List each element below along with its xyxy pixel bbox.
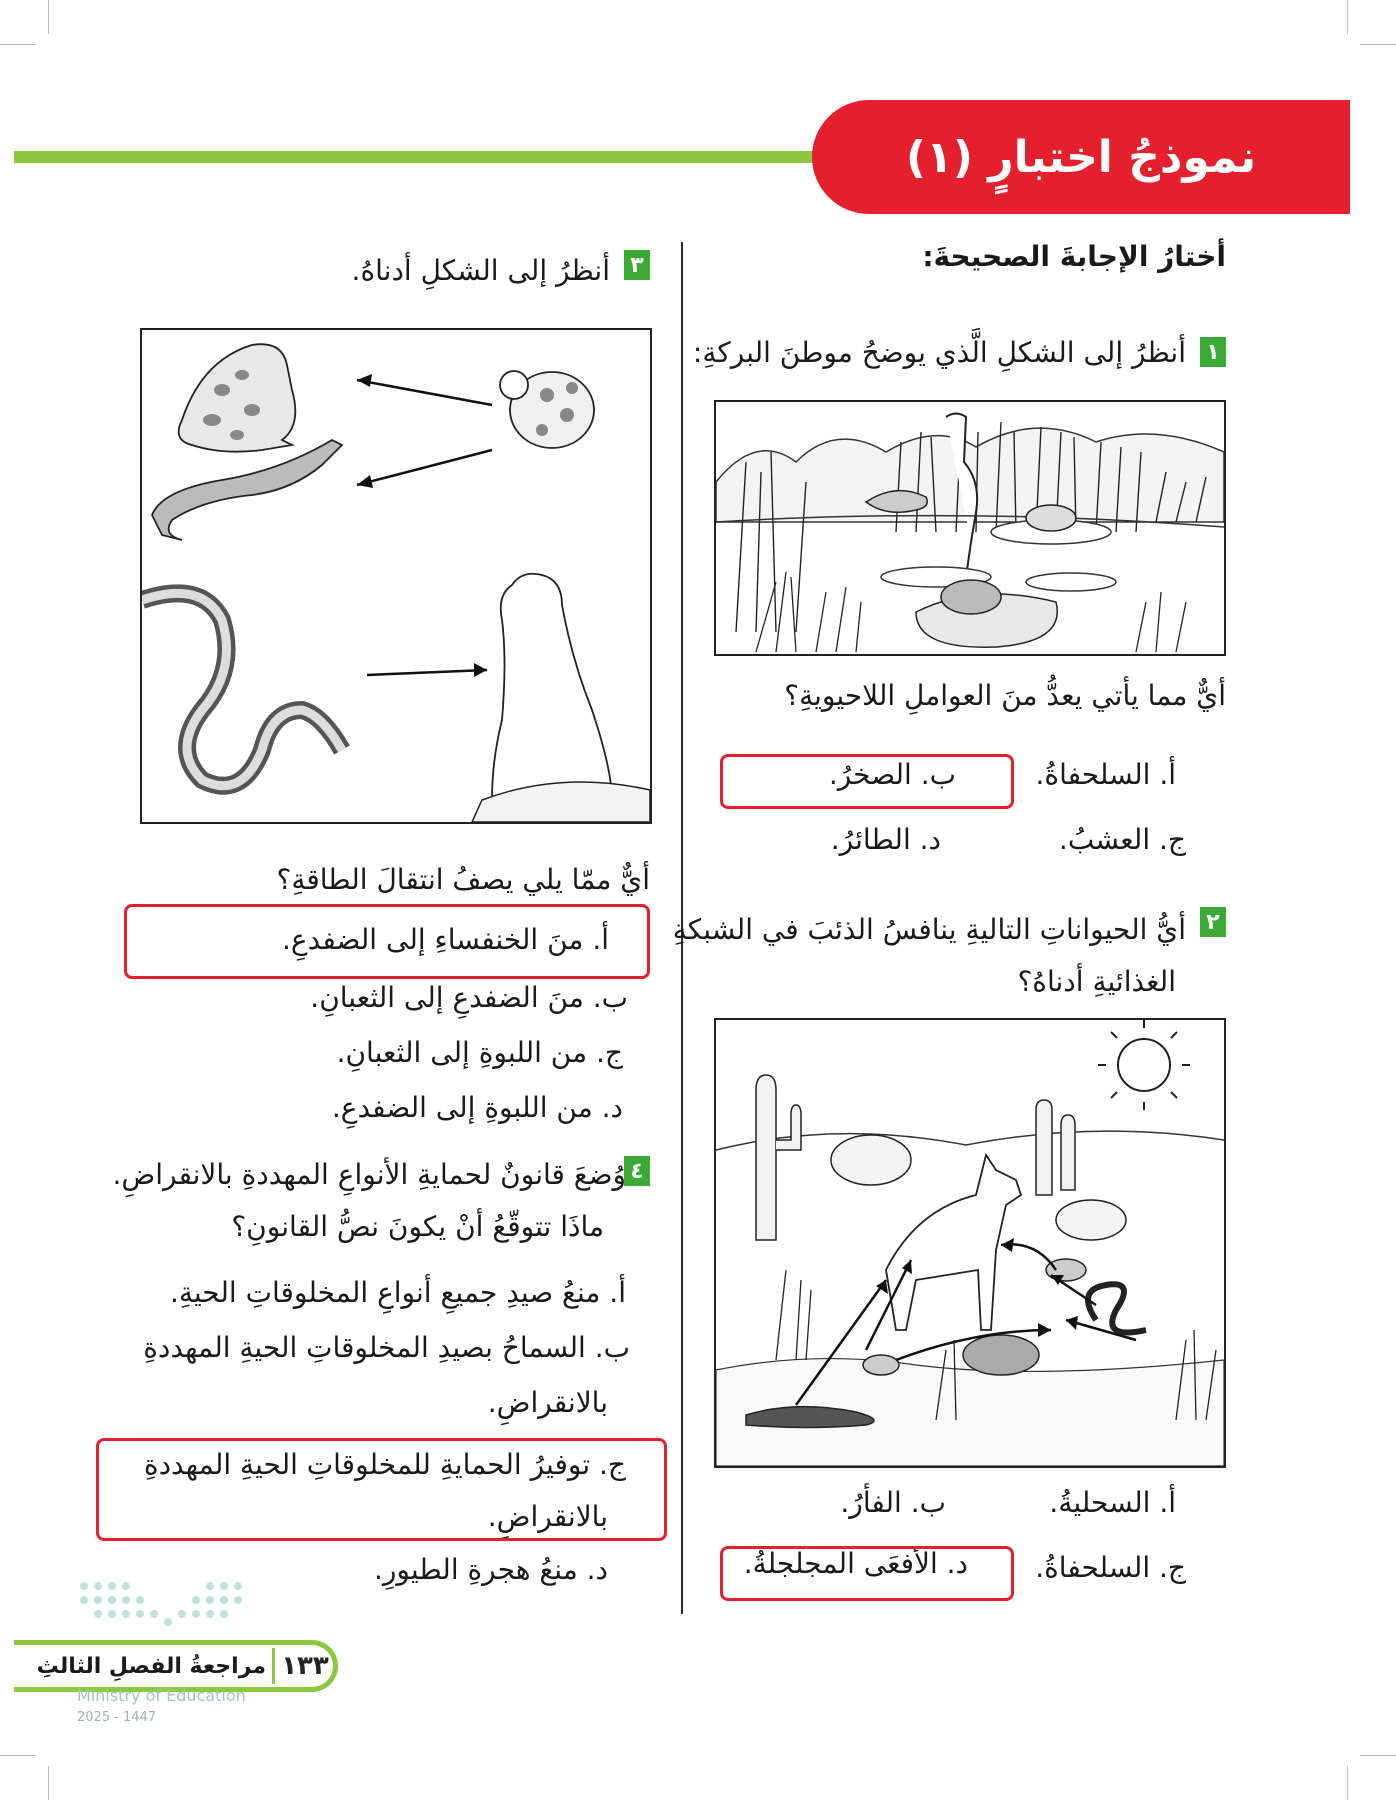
q3-option-a[interactable]: أ. منَ الخنفساءِ إلى الضفدعِ. (282, 923, 609, 956)
q4-option-b-cont: بالانقراضِ. (487, 1386, 608, 1419)
q4-option-b[interactable]: ب. السماحُ بصيدِ المخلوقاتِ الحيةِ المهددةِ (143, 1331, 630, 1364)
crop-mark (1347, 1766, 1348, 1800)
ministry-year: 2025 - 1447 (77, 1710, 157, 1725)
q1-option-d[interactable]: د. الطائرُ. (830, 823, 941, 856)
page-number: ١٣٣ (281, 1651, 329, 1681)
q2-option-a[interactable]: أ. السحليةُ. (1049, 1486, 1176, 1519)
q2-option-d[interactable]: د. الأفعَى المجلجلةُ. (743, 1547, 968, 1580)
q4-option-c-cont: بالانقراضِ. (487, 1500, 608, 1533)
energy-transfer-icon (142, 330, 650, 822)
desert-food-web-illustration (714, 1018, 1226, 1468)
q1-answer-highlight (720, 754, 1014, 809)
crop-mark (48, 1766, 49, 1800)
q4-prompt-line2: ماذَا تتوقّعُ أنْ يكونَ نصُّ القانونِ؟ (231, 1210, 604, 1243)
question-number-4: ٤ (624, 1156, 650, 1186)
q2-option-b[interactable]: ب. الفأرُ. (840, 1486, 946, 1519)
q1-prompt: أنظرُ إلى الشكلِ الَّذي يوضحُ موطنَ البركةِ: (692, 336, 1186, 369)
pond-icon (716, 402, 1224, 654)
energy-transfer-illustration (140, 328, 652, 824)
q1-question: أيٌّ مما يأتي يعدُّ منَ العواملِ اللاحيويةِ؟ (784, 679, 1226, 712)
pond-habitat-illustration (714, 400, 1226, 656)
q3-prompt: أنظرُ إلى الشكلِ أدناهُ. (351, 254, 610, 287)
q3-question: أيٌّ ممّا يلي يصفُ انتقالَ الطاقةِ؟ (276, 863, 650, 896)
q2-prompt-line1: أيُّ الحيواناتِ التاليةِ ينافسُ الذئبَ في الشبكةِ (672, 913, 1186, 946)
q4-answer-highlight (96, 1438, 667, 1541)
crop-mark (1347, 0, 1348, 34)
q3-option-d[interactable]: د. من اللبوةِ إلى الضفدعِ. (331, 1091, 623, 1124)
question-number-1: ١ (1200, 337, 1226, 367)
ministry-label: Ministry of Education (77, 1686, 246, 1705)
q4-option-a[interactable]: أ. منعُ صيدِ جميعِ أنواعِ المخلوقاتِ الحيةِ. (169, 1276, 626, 1309)
crop-mark (0, 44, 36, 45)
crop-mark (48, 0, 49, 34)
q2-prompt-line2: الغذائيةِ أدناهُ؟ (1017, 965, 1176, 998)
q1-option-b[interactable]: ب. الصخرُ. (828, 758, 956, 791)
q4-option-c[interactable]: ج. توفيرُ الحمايةِ للمخلوقاتِ الحيةِ المهددةِ (143, 1448, 626, 1481)
chapter-title: مراجعةُ الفصلِ الثالثِ (36, 1654, 266, 1679)
crop-mark (1360, 1755, 1396, 1756)
food-web-icon (716, 1020, 1224, 1466)
instruction: أختارُ الإجابةَ الصحيحةَ: (922, 240, 1226, 273)
crop-mark (1360, 44, 1396, 45)
q3-option-c[interactable]: ج. من اللبوةِ إلى الثعبانِ. (336, 1036, 623, 1069)
q3-option-b[interactable]: ب. منَ الضفدعِ إلى الثعبانِ. (310, 981, 628, 1014)
q1-option-c[interactable]: ج. العشبُ. (1058, 823, 1186, 856)
q1-option-a[interactable]: أ. السلحفاةُ. (1035, 758, 1176, 791)
question-number-2: ٢ (1200, 907, 1226, 937)
page-title: نموذجُ اختبارٍ (١) (905, 131, 1257, 183)
q2-option-c[interactable]: ج. السلحفاةُ. (1035, 1551, 1186, 1584)
header-green-line (14, 151, 914, 163)
q3-answer-highlight (124, 904, 650, 979)
crop-mark (0, 1755, 36, 1756)
q4-prompt-line1: وُضعَ قانونٌ لحمايةِ الأنواعِ المهددةِ بالانقراضِ. (112, 1158, 626, 1191)
moe-logo-icon (76, 1578, 248, 1634)
q4-option-d[interactable]: د. منعُ هجرةِ الطيورِ. (374, 1553, 608, 1586)
question-number-3: ٣ (624, 250, 650, 280)
q2-answer-highlight (720, 1546, 1014, 1601)
